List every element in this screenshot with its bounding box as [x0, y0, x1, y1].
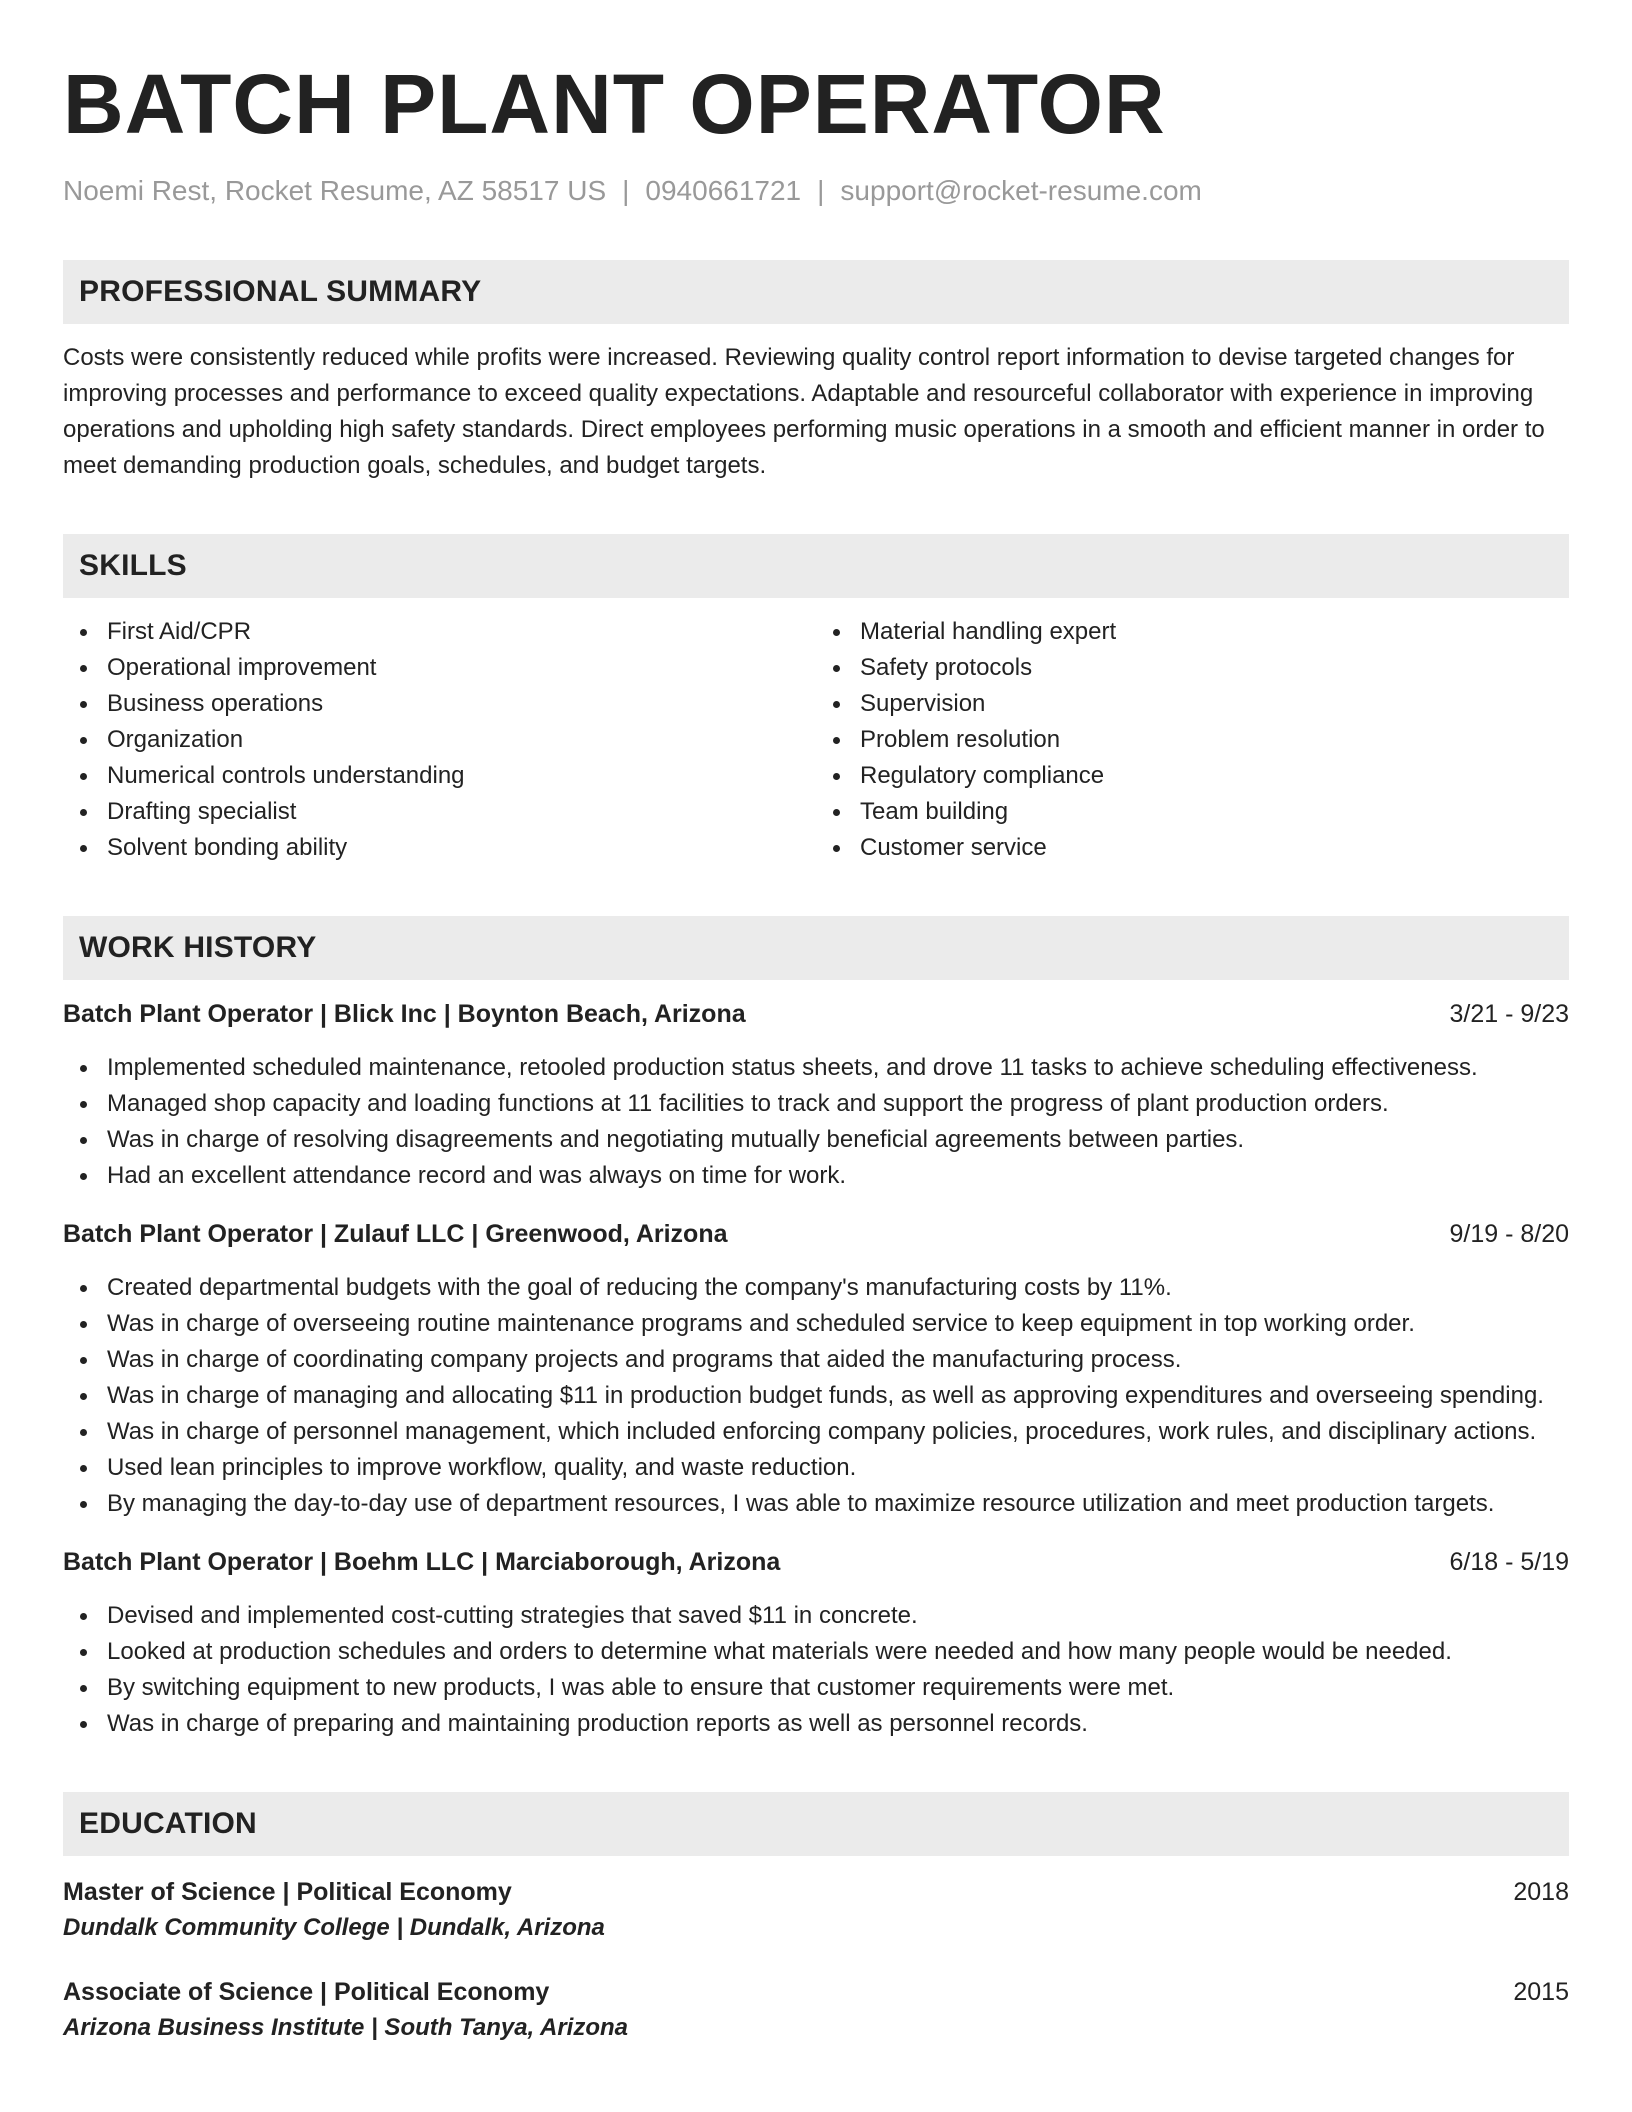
education-degree: Master of Science | Political Economy: [63, 1878, 512, 1906]
job-bullet: Was in charge of overseeing routine maintenance programs and scheduled service to keep equipment in top working order.: [63, 1306, 1569, 1342]
skill-item: Supervision: [816, 686, 1569, 722]
job-header: [63, 1216, 1569, 1252]
contact-email: support@rocket-resume.com: [840, 175, 1202, 206]
job-title: Batch Plant Operator | Zulauf LLC | Greenwood, Arizona: [63, 1220, 728, 1248]
skills-list-left: [63, 614, 816, 866]
job-header: [63, 1544, 1569, 1580]
skill-item: Numerical controls understanding: [63, 758, 816, 794]
job-dates: 9/19 - 8/20: [1449, 1220, 1569, 1248]
skill-item: Regulatory compliance: [816, 758, 1569, 794]
skills-columns: [63, 614, 1569, 866]
candidate-name: BATCH PLANT OPERATOR: [63, 57, 1166, 151]
skill-item: First Aid/CPR: [63, 614, 816, 650]
job-bullet: Looked at production schedules and orders to determine what materials were needed and how many people would be needed.: [63, 1634, 1569, 1670]
education-header: [63, 1874, 1569, 1910]
summary-section: [63, 260, 1569, 484]
education-heading: EDUCATION: [63, 1792, 1569, 1856]
work-history-heading: WORK HISTORY: [63, 916, 1569, 980]
skill-item: Safety protocols: [816, 650, 1569, 686]
skill-item: Team building: [816, 794, 1569, 830]
job-bullet: Was in charge of preparing and maintaining production reports as well as personnel records.: [63, 1706, 1569, 1742]
summary-heading: PROFESSIONAL SUMMARY: [63, 260, 1569, 324]
education-entry: [63, 1974, 1569, 2046]
education-header: [63, 1974, 1569, 2010]
job-bullet: Was in charge of managing and allocating $11 in production budget funds, as well as approving expenditures and overseeing spending.: [63, 1378, 1569, 1414]
job-dates: 6/18 - 5/19: [1449, 1548, 1569, 1576]
job-title: Batch Plant Operator | Boehm LLC | Marciaborough, Arizona: [63, 1548, 781, 1576]
job-bullets: [63, 1598, 1569, 1742]
education-year: 2015: [1513, 1978, 1569, 2006]
job-bullet: Was in charge of resolving disagreements and negotiating mutually beneficial agreements between parties.: [63, 1122, 1569, 1158]
contact-line: [63, 174, 1569, 208]
job-bullets: [63, 1050, 1569, 1194]
skills-heading: SKILLS: [63, 534, 1569, 598]
skill-item: Problem resolution: [816, 722, 1569, 758]
skill-item: Organization: [63, 722, 816, 758]
job-bullet: Implemented scheduled maintenance, retooled production status sheets, and drove 11 tasks to achieve scheduling effectiveness.: [63, 1050, 1569, 1086]
job-entry: [63, 996, 1569, 1194]
skill-item: Customer service: [816, 830, 1569, 866]
education-school: Arizona Business Institute | South Tanya, Arizona: [63, 2014, 629, 2041]
job-title: Batch Plant Operator | Blick Inc | Boynton Beach, Arizona: [63, 1000, 746, 1028]
work-history-section: [63, 916, 1569, 1742]
contact-separator: |: [622, 175, 630, 206]
summary-text: Costs were consistently reduced while profits were increased. Reviewing quality control report information to devise targeted changes for improving processes and performance to exceed quality expectations. Adaptable and resourceful collaborator with experience in improving operations and upholding high safety standards. Direct employees performing music operations in a smooth and efficient manner in order to meet demanding production goals, schedules, and budget targets.: [63, 344, 1545, 479]
skill-item: Business operations: [63, 686, 816, 722]
education-year: 2018: [1513, 1878, 1569, 1906]
skill-item: Operational improvement: [63, 650, 816, 686]
skills-list-right: [816, 614, 1569, 866]
education-degree: Associate of Science | Political Economy: [63, 1978, 550, 2006]
skill-item: Material handling expert: [816, 614, 1569, 650]
skills-section: [63, 534, 1569, 866]
skill-item: Drafting specialist: [63, 794, 816, 830]
job-bullet: Was in charge of personnel management, which included enforcing company policies, procedures, work rules, and disciplinary actions.: [63, 1414, 1569, 1450]
job-bullet: Devised and implemented cost-cutting strategies that saved $11 in concrete.: [63, 1598, 1569, 1634]
contact-phone: 0940661721: [645, 175, 802, 206]
job-bullet: Managed shop capacity and loading functions at 11 facilities to track and support the progress of plant production orders.: [63, 1086, 1569, 1122]
skill-item: Solvent bonding ability: [63, 830, 816, 866]
job-bullet: Had an excellent attendance record and was always on time for work.: [63, 1158, 1569, 1194]
job-bullet: Used lean principles to improve workflow, quality, and waste reduction.: [63, 1450, 1569, 1486]
contact-address: Noemi Rest, Rocket Resume, AZ 58517 US: [63, 175, 607, 206]
job-entry: [63, 1216, 1569, 1522]
job-header: [63, 996, 1569, 1032]
job-bullets: [63, 1270, 1569, 1522]
education-entry: [63, 1874, 1569, 1946]
education-school: Dundalk Community College | Dundalk, Arizona: [63, 1914, 605, 1941]
job-bullet: By managing the day-to-day use of department resources, I was able to maximize resource utilization and meet production targets.: [63, 1486, 1569, 1522]
job-entry: [63, 1544, 1569, 1742]
job-dates: 3/21 - 9/23: [1449, 1000, 1569, 1028]
education-section: [63, 1792, 1569, 2046]
job-bullet: Was in charge of coordinating company projects and programs that aided the manufacturing process.: [63, 1342, 1569, 1378]
contact-separator: |: [817, 175, 825, 206]
job-bullet: By switching equipment to new products, I was able to ensure that customer requirements were met.: [63, 1670, 1569, 1706]
job-bullet: Created departmental budgets with the goal of reducing the company's manufacturing costs by 11%.: [63, 1270, 1569, 1306]
